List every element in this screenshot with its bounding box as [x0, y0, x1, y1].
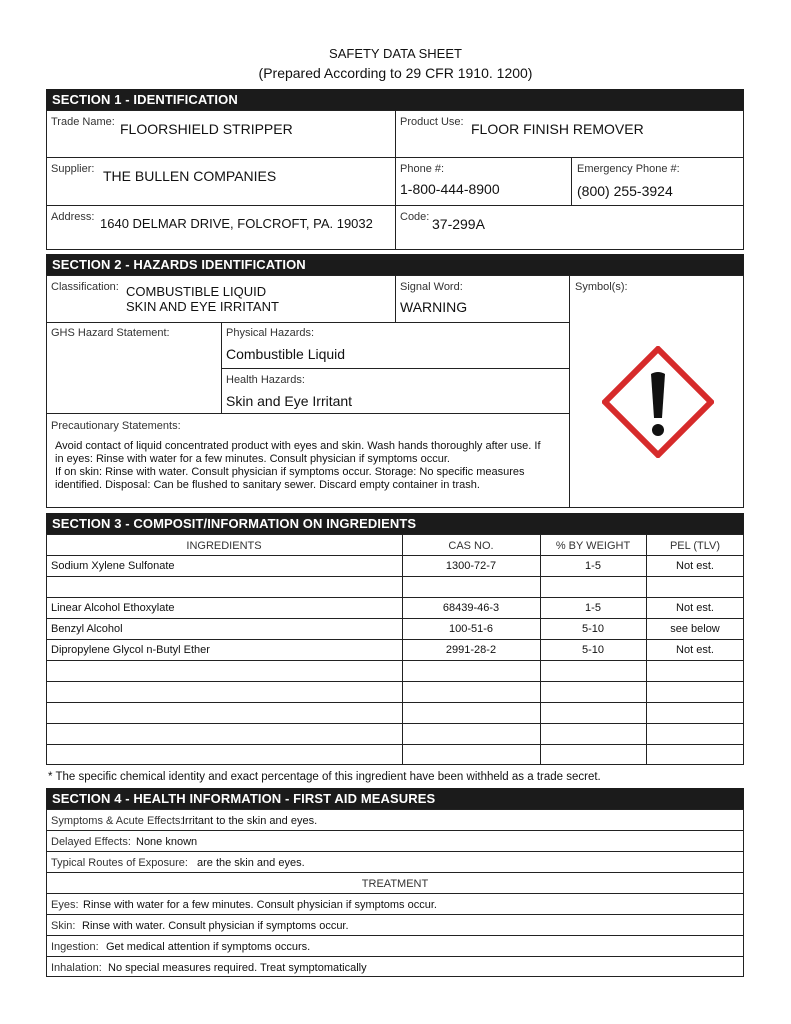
physical-hazards-label: Physical Hazards: [226, 327, 315, 339]
section4-header: SECTION 4 - HEALTH INFORMATION - FIRST AID MEASURES [46, 788, 744, 809]
emergency-phone-value: (800) 255-3924 [577, 183, 673, 199]
product-use-label: Product Use: [400, 116, 464, 128]
eyes-label: Eyes: [51, 899, 79, 911]
document-subtitle: (Prepared According to 29 CFR 1910. 1200) [258, 65, 533, 81]
column-header-weight: % BY WEIGHT [555, 540, 631, 552]
table-row-pel: see below [670, 623, 720, 635]
address-label: Address: [51, 211, 95, 223]
precautionary-line-4: identified. Disposal: Can be flushed to sanitary sewer. Discard empty container in trash. [55, 479, 480, 491]
emergency-phone-label: Emergency Phone #: [577, 163, 680, 175]
table-row-cas: 100-51-6 [448, 623, 494, 635]
inhalation-value: No special measures required. Treat symptomatically [108, 962, 367, 974]
trade-name-label: Trade Name: [51, 116, 115, 128]
ingestion-label: Ingestion: [51, 941, 99, 953]
document-title: SAFETY DATA SHEET [329, 46, 462, 61]
ghs-hazard-label: GHS Hazard Statement: [51, 327, 170, 339]
table-row-name: Sodium Xylene Sulfonate [51, 560, 175, 572]
table-row-weight: 5-10 [581, 644, 605, 656]
routes-label: Typical Routes of Exposure: [51, 857, 188, 869]
column-header-ingredients: INGREDIENTS [186, 540, 262, 552]
physical-hazards-value: Combustible Liquid [226, 346, 346, 362]
phone-label: Phone #: [400, 163, 445, 175]
symptoms-label: Symptoms & Acute Effects: [51, 815, 184, 827]
symbols-label: Symbol(s): [575, 281, 628, 293]
table-row-pel: Not est. [676, 644, 714, 656]
table-row-name: Dipropylene Glycol n-Butyl Ether [51, 644, 210, 656]
precautionary-line-1: Avoid contact of liquid concentrated product with eyes and skin. Wash hands thoroughly after use. If [55, 440, 541, 452]
skin-value: Rinse with water. Consult physician if symptoms occur. [82, 920, 349, 932]
table-row-cas: 2991-28-2 [445, 644, 497, 656]
health-hazards-label: Health Hazards: [226, 374, 305, 386]
section1-header: SECTION 1 - IDENTIFICATION [46, 89, 744, 110]
table-row-pel: Not est. [676, 560, 714, 572]
table-row-name: Linear Alcohol Ethoxylate [51, 602, 175, 614]
skin-label: Skin: [51, 920, 76, 932]
trade-name-value: FLOORSHIELD STRIPPER [120, 121, 293, 137]
delayed-effects-value: None known [136, 836, 198, 848]
precautionary-line-2: in eyes: Rinse with water for a few minutes. Consult physician if symptoms occur. [55, 453, 450, 465]
supplier-label: Supplier: [51, 163, 95, 175]
column-header-cas: CAS NO. [448, 540, 494, 552]
section3-header: SECTION 3 - COMPOSIT/INFORMATION ON INGREDIENTS [46, 513, 744, 534]
table-row-name: Benzyl Alcohol [51, 623, 123, 635]
eyes-value: Rinse with water for a few minutes. Consult physician if symptoms occur. [83, 899, 437, 911]
product-use-value: FLOOR FINISH REMOVER [471, 121, 644, 137]
precautionary-label: Precautionary Statements: [51, 420, 181, 432]
address-value: 1640 DELMAR DRIVE, FOLCROFT, PA. 19032 [100, 216, 373, 231]
signal-word-label: Signal Word: [400, 281, 463, 293]
inhalation-label: Inhalation: [51, 962, 102, 974]
table-row-cas: 1300-72-7 [445, 560, 497, 572]
delayed-effects-label: Delayed Effects: [51, 836, 131, 848]
section2-header: SECTION 2 - HAZARDS IDENTIFICATION [46, 254, 744, 275]
table-row-weight: 1-5 [585, 602, 601, 614]
signal-word-value: WARNING [400, 299, 468, 315]
supplier-value: THE BULLEN COMPANIES [103, 168, 277, 184]
table-row-weight: 1-5 [585, 560, 601, 572]
routes-value: are the skin and eyes. [197, 857, 305, 869]
symptoms-value: Irritant to the skin and eyes. [182, 815, 318, 827]
classification-value-2: SKIN AND EYE IRRITANT [126, 299, 279, 314]
precautionary-line-3: If on skin: Rinse with water. Consult physician if symptoms occur. Storage: No specific measures [55, 466, 525, 478]
code-label: Code: [400, 211, 430, 223]
table-row-pel: Not est. [676, 602, 714, 614]
treatment-heading: TREATMENT [361, 878, 429, 890]
column-header-pel: PEL (TLV) [669, 540, 721, 552]
health-hazards-value: Skin and Eye Irritant [226, 393, 353, 409]
table-row-cas: 68439-46-3 [442, 602, 500, 614]
table-row-weight: 5-10 [581, 623, 605, 635]
code-value: 37-299A [432, 216, 485, 232]
trade-secret-footnote: * The specific chemical identity and exact percentage of this ingredient have been withheld as a trade secret. [48, 771, 601, 783]
phone-value: 1-800-444-8900 [400, 181, 500, 197]
exclamation-mark-icon [602, 346, 714, 458]
classification-label: Classification: [51, 281, 119, 293]
classification-value-1: COMBUSTIBLE LIQUID [126, 284, 267, 299]
ingestion-value: Get medical attention if symptoms occurs. [106, 941, 311, 953]
